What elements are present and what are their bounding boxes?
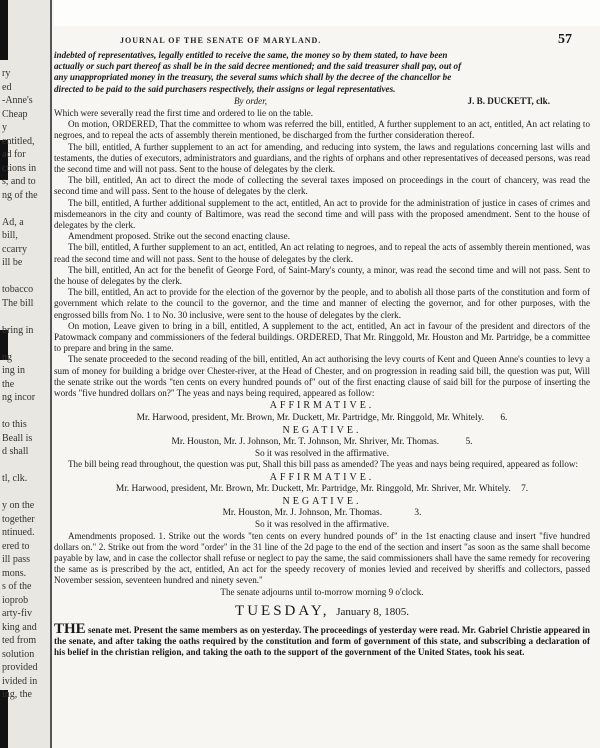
negative-names — [54, 508, 590, 519]
continuation-line: actually or such part thereof as shall be in the said decree mentioned; and the said treasurer shall pay, out of — [54, 61, 462, 72]
margin-fragment: Cheap — [2, 108, 28, 120]
margin-fragment: -Anne's — [2, 95, 33, 106]
margin-fragment: ng — [2, 351, 12, 363]
margin-fragment: ry — [2, 68, 11, 79]
margin-fragment: ing, the — [2, 689, 32, 700]
paragraph: The bill, entitled, An act for the benefit of George Ford, of Saint-Mary's county, a minor, was read the second time and will not pass. Sent to the house of delegates by the clerk. — [54, 264, 590, 287]
affirmative-count: 6. — [500, 412, 508, 423]
adjacent-page-margin — [0, 0, 52, 748]
affirmative-name-list: Mr. Harwood, president, Mr. Brown, Mr. Duckett, Mr. Partridge, Mr. Ringgold, Mr. Shriver, Mr. Whitely. — [115, 483, 511, 494]
day-name: TUESDAY, — [235, 602, 330, 619]
vote-result: So it was resolved in the affirmative. — [255, 519, 389, 530]
continuation-line: directed to be paid to the said purchasers respectively, their assigns or legal representatives. — [54, 83, 396, 94]
margin-fragment: ntinued. — [2, 527, 35, 538]
margin-fragment: ad for — [2, 149, 26, 160]
margin-fragment: ng of the — [2, 189, 38, 201]
paragraph: The bill, entitled, A further additional supplement to the act, entitled, An act to provide for the administration of justice in cases of crimes and misdemeanors in the city and county of Baltimore, was read the second time and will pass with the proposed amendment. Sent to the house of delegates by the clerk. — [54, 197, 590, 231]
clerk-signature: J. B. DUCKETT, clk. — [467, 95, 550, 106]
margin-fragment: solution — [2, 648, 35, 660]
margin-fragment: Ad, a — [2, 216, 24, 228]
binding-shadow — [0, 0, 8, 60]
day-heading — [54, 602, 590, 619]
affirmative-heading: AFFIRMATIVE. — [269, 471, 375, 483]
final-paragraph — [54, 620, 590, 659]
negative-names — [54, 437, 590, 448]
margin-fragment: tobacco — [2, 284, 34, 295]
margin-fragment: s, and to — [2, 176, 36, 187]
margin-fragment: ed — [2, 81, 12, 93]
paragraph: The bill being read throughout, the question was put, Shall this bill pass as amended? The yeas and nays being required, appeared as follow: — [68, 459, 578, 470]
paragraph: The bill, entitled, An act to direct the mode of collecting the several taxes imposed on proceedings in the court of chancery, was read the second time and will pass. Sent to the house of delegates by the clerk. — [54, 175, 590, 197]
margin-fragment: ioprob — [2, 594, 29, 606]
paragraph: The senate proceeded to the second reading of the bill, entitled, An act authorising the levy courts of Kent and Queen Anne's counties to levy a sum of money for building a bridge over Chester-river, at the Head of Chester, and on progression in reading said bill, the question was put, Will the senate strike out the words "ten cents on every hundred pounds of" out of the first enacting clause of said bill for the purpose of inserting the words "five hundred dollars on?" The yeas and nays being required, appeared as follow: — [54, 354, 590, 399]
day-date: January 8, 1805. — [336, 605, 409, 618]
margin-fragment: mons. — [2, 567, 27, 579]
paragraph: On motion, Leave given to bring in a bill, entitled, A supplement to the act, entitled, An act in favour of the president and directors of the Patowmack company and commissioners of the federal buildings. ORDERED, That Mr. Ringgold, Mr. Houston and Mr. Partridge, be a committee to prepare and bring in the same. — [54, 320, 590, 354]
adjournment-line: The senate adjourns until to-morrow morning 9 o'clock. — [220, 586, 424, 597]
margin-fragment: ccarry — [2, 243, 27, 255]
margin-fragment: ivided in — [2, 675, 38, 687]
margin-fragment: king and — [2, 621, 37, 633]
margin-fragment: bring in — [2, 324, 34, 336]
journal-page-text — [54, 50, 590, 659]
margin-fragment: ted from — [2, 635, 37, 646]
margin-fragment: ctions in — [2, 162, 37, 174]
margin-fragment: y on the — [2, 500, 35, 511]
page-number: 57 — [558, 32, 572, 47]
margin-fragment: ing in — [2, 365, 26, 376]
drop-cap-word: THE — [54, 620, 86, 637]
vote-result: So it was resolved in the affirmative. — [255, 448, 389, 459]
margin-fragment: arty-fiv — [2, 608, 32, 619]
top-margin — [54, 0, 600, 26]
by-order-text: By order, — [234, 95, 267, 106]
order-signature-line — [54, 96, 590, 107]
affirmative-names — [54, 413, 590, 424]
negative-heading: NEGATIVE. — [282, 495, 362, 507]
continuation-lines — [54, 50, 590, 95]
margin-fragment: ill pass — [2, 554, 31, 565]
negative-heading: NEGATIVE. — [282, 424, 362, 436]
affirmative-name-list: Mr. Harwood, president, Mr. Brown, Mr. Duckett, Mr. Partridge, Mr. Ringgold, Mr. Whitely. — [136, 412, 484, 423]
margin-fragment: ered to — [2, 540, 30, 552]
margin-fragment: d shall — [2, 446, 29, 457]
margin-fragment: entitled, — [2, 135, 35, 147]
margin-fragment: s of the — [2, 581, 32, 592]
margin-fragment: the — [2, 378, 15, 390]
continuation-line: any unappropriated money in the treasury, the several sums which shall by the decree of the chancellor be — [54, 72, 452, 83]
affirmative-names — [54, 484, 590, 495]
negative-name-list: Mr. Houston, Mr. J. Johnson, Mr. T. Johnson, Mr. Shriver, Mr. Thomas. — [171, 436, 440, 447]
amendments-paragraph: Amendments proposed. 1. Strike out the words "ten cents on every hundred pounds of" in the 1st enacting clause and insert "five hundred dollars on." 2. Strike out from the word "order" in the 31 line of the 2d page to the end of the section and insert "as soon as the same shall become payable by law, and in case the collector shall refuse or neglect to pay the same, the said commissioners shall have the same remedy for recovering the same as is prescribed by the act, entitled, An act for the speedy recovery of monies levied and received by sheriffs and collectors, passed November session, seventeen hundred and ninety seven." — [54, 530, 590, 586]
margin-fragment: bill, — [2, 230, 18, 241]
negative-count: 5. — [465, 436, 473, 447]
affirmative-count: 7. — [521, 483, 529, 494]
negative-name-list: Mr. Houston, Mr. J. Johnson, Mr. Thomas. — [222, 508, 383, 519]
final-paragraph-text: senate met. Present the same members as on yesterday. The proceedings of yesterday were read. Mr. Gabriel Christie appeared in the senate, and after taking the oaths required by the constitution and form of government of this state, and subscribing a declaration of his belief in the christian religion, and taking the oath to the support of the government of the United States, took his seat. — [54, 624, 590, 658]
paragraph: The bill, entitled, A further supplement to an act, entitled, An act relating to negroes, and to repeal the acts of assembly therein mentioned, was read the second time and will not pass. Sent to the house of delegates by the clerk. — [54, 242, 590, 264]
affirmative-heading: AFFIRMATIVE. — [269, 400, 375, 412]
paragraph: The bill, entitled, A further supplement to an act for amending, and reducing into system, the laws and regulations concerning last wills and testaments, the duties of executors, administrators and guardians, and the rights of orphans and other representatives of deceased persons, was read the second time and will not pass. Sent to the house of delegates by the clerk. — [54, 141, 590, 175]
margin-fragment: tl, clk. — [2, 473, 28, 484]
running-title: JOURNAL OF THE SENATE OF MARYLAND. — [120, 36, 322, 45]
paragraph: Amendment proposed. Strike out the second enacting clause. — [68, 231, 290, 242]
margin-fragment: The bill — [2, 297, 34, 309]
margin-fragment: ill be — [2, 257, 23, 268]
paragraph: The bill, entitled, An act to provide for the election of the governor by the people, and to abolish all those parts of the constitution and form of government which relate to the council to the governor, and the time and manner of electing the governor, and for other purposes, with the engrossed bills from No. 1 to No. 30 inclusive, were sent to the house of delegates by the clerk. — [54, 287, 590, 320]
margin-fragment: Beall is — [2, 432, 33, 444]
margin-fragment: y — [2, 122, 7, 133]
margin-fragment: ng incor — [2, 392, 36, 403]
margin-fragment: together — [2, 513, 35, 525]
negative-count: 3. — [414, 508, 422, 519]
margin-fragment: provided — [2, 662, 38, 673]
margin-fragment: to this — [2, 419, 27, 430]
paragraph: Which were severally read the first time and ordered to lie on the table. — [54, 108, 314, 119]
continuation-line: indebted of representatives, legally entitled to receive the same, the money so by them stated, to have been — [54, 50, 448, 60]
paragraph: On motion, ORDERED, That the committee to whom was referred the bill, entitled, A further supplement to an act, entitled, An act relating to negroes, and to repeal the acts of assembly therein mentioned, be discharged from the further consideration thereof. — [54, 119, 590, 141]
